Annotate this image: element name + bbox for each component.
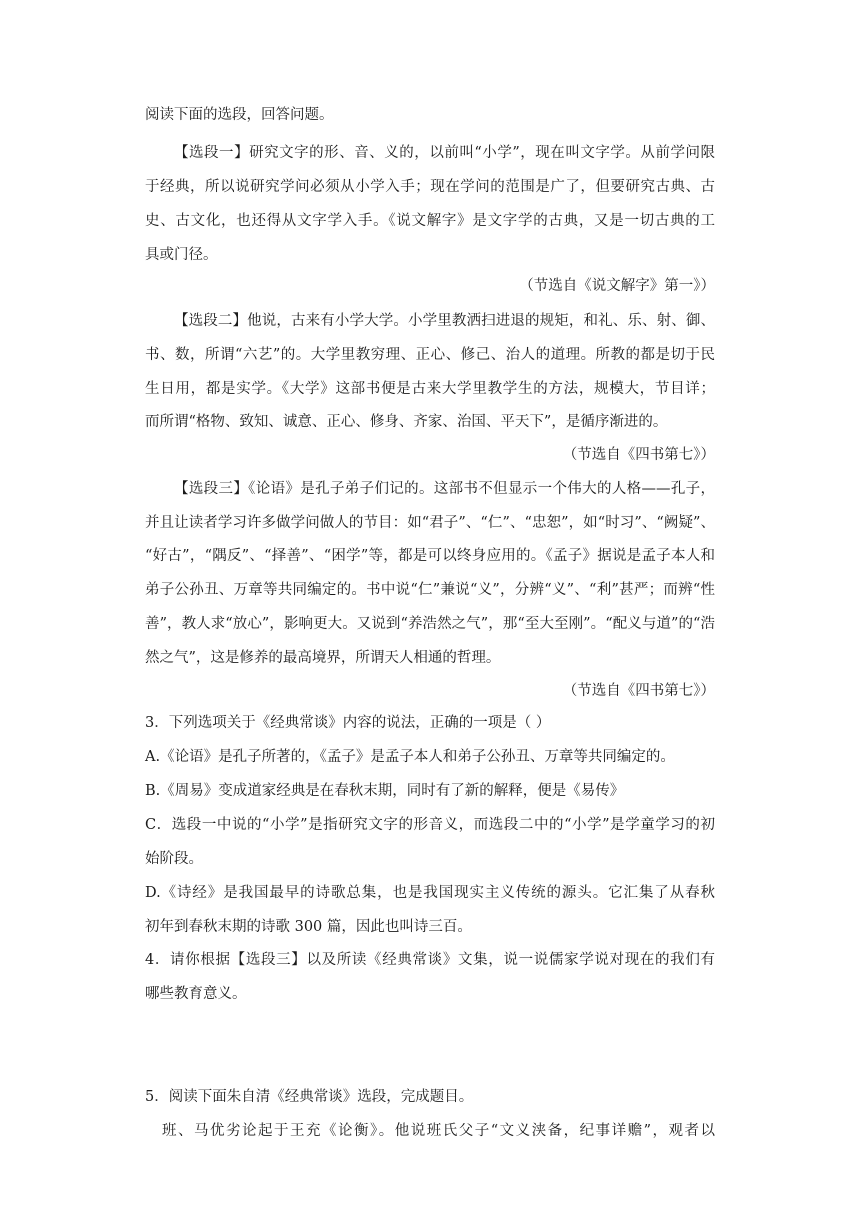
question5-passage-line: 班、马优劣论起于王充《论衡》。他说班氏父子“文义浃备，纪事详赡”，观者以 <box>162 1123 715 1139</box>
passage3-line: 然之气”，这是修养的最高境界，所谓天人相通的哲理。 <box>145 650 501 666</box>
passage3-line: 并且让读者学习许多做学问做人的节目：如“君子”、“仁”、“忠恕”，如“时习”、“阙疑”、 <box>145 515 715 531</box>
passage2-source: （节选自《四书第七》） <box>562 447 715 463</box>
passage1-source: （节选自《说文解字》第一》） <box>519 278 715 294</box>
passage3-line: 善”，教人求“放心”，影响更大。又说到“养浩然之气”，那“至大至刚”。“配义与道”的“浩 <box>145 616 715 632</box>
passage1-line: 具或门径。 <box>145 247 218 263</box>
question3-option-a: A.《论语》是孔子所著的，《孟子》是孟子本人和弟子公孙丑、万章等共同编定的。 <box>145 749 675 765</box>
passage3-line: “好古”，“隅反”、“择善”、“困学”等，都是可以终身应用的。《孟子》据说是孟子本人和 <box>145 548 715 564</box>
question3-option-c: C．选段一中说的“小学”是指研究文字的形音义，而选段二中的“小学”是学童学习的初 <box>145 817 715 833</box>
passage2-line: 书、数，所谓“六艺”的。大学里教穷理、正心、修己、治人的道理。所教的都是切于民 <box>145 347 715 363</box>
question5-stem: 5．阅读下面朱自清《经典常谈》选段，完成题目。 <box>145 1089 474 1105</box>
question3-option-c-cont: 始阶段。 <box>145 851 203 867</box>
question3-stem: 3．下列选项关于《经典常谈》内容的说法，正确的一项是（ ） <box>145 715 551 731</box>
passage3-line: 弟子公孙丑、万章等共同编定的。书中说“仁”兼说“义”，分辨“义”、“利”甚严；而辨“性 <box>145 582 715 598</box>
passage3-source: （节选自《四书第七》） <box>562 683 715 699</box>
intro-text: 阅读下面的选段，回答问题。 <box>145 107 334 123</box>
question4-stem: 4．请你根据【选段三】以及所读《经典常谈》文集，说一说儒家学说对现在的我们有 <box>145 952 715 968</box>
passage2-line: 而所谓“格物、致知、诚意、正心、修身、齐家、治国、平天下”，是循序渐进的。 <box>145 414 668 430</box>
passage1-line: 【选段一】研究文字的形、音、义的，以前叫“小学”，现在叫文字学。从前学问限 <box>174 145 715 161</box>
question4-stem-cont: 哪些教育意义。 <box>145 986 247 1002</box>
passage1-line: 于经典，所以说研究学问必须从小学入手；现在学问的范围是广了，但要研究古典、古 <box>145 179 715 195</box>
passage2-line: 生日用，都是实学。《大学》这部书便是古来大学里教学生的方法，规模大，节目详； <box>145 381 715 397</box>
passage3-line: 【选段三】《论语》是孔子弟子们记的。这部书不但显示一个伟大的人格——孔子， <box>174 481 715 497</box>
question3-option-d-cont: 初年到春秋末期的诗歌 300 篇，因此也叫诗三百。 <box>145 919 472 935</box>
question3-option-d: D.《诗经》是我国最早的诗歌总集，也是我国现实主义传统的源头。它汇集了从春秋 <box>145 885 715 901</box>
question3-option-b: B.《周易》变成道家经典是在春秋末期，同时有了新的解释，便是《易传》 <box>145 783 625 799</box>
passage2-line: 【选段二】他说，古来有小学大学。小学里教洒扫进退的规矩，和礼、乐、射、御、 <box>174 313 715 329</box>
passage1-line: 史、古文化，也还得从文字学入手。《说文解字》是文字学的古典，又是一切古典的工 <box>145 213 715 229</box>
